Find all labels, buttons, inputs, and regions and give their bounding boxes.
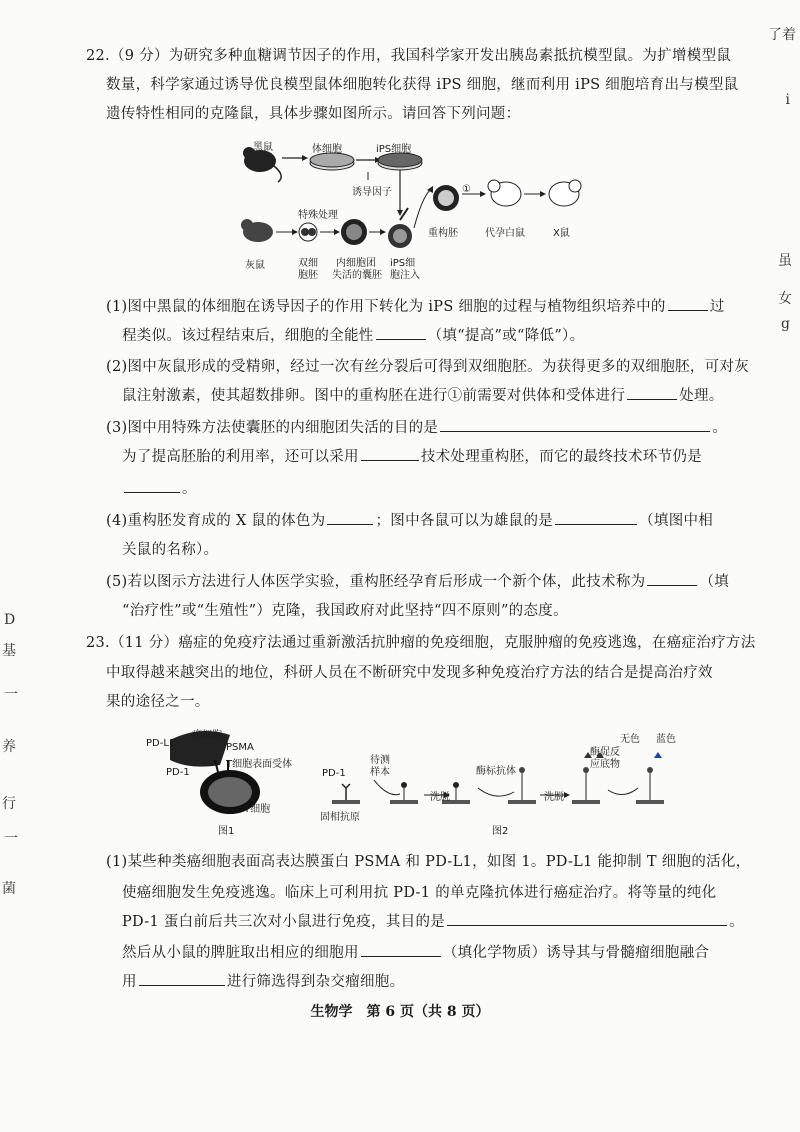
q23-q1-line-4: 然后从小鼠的脾脏取出相应的细胞用 （填化学物质）诱导其与骨髓瘤细胞融合 — [122, 941, 709, 962]
fig2-label-wash-1: 洗脱 — [430, 792, 450, 803]
page-footer: 生物学 第 6 页（共 8 页） — [310, 1004, 490, 1020]
q22-q4-line-2: 关鼠的名称）。 — [122, 542, 219, 558]
label-somatic-cell: 体细胞 — [312, 144, 342, 155]
q22-q3-blank-1[interactable] — [440, 417, 710, 432]
q22-q3-blank-2[interactable] — [361, 446, 419, 461]
reconstructed-embryo-icon — [433, 185, 459, 211]
fig2-label-sample-1: 待测 — [370, 755, 390, 766]
edge-left-7: 菌 — [2, 881, 16, 897]
q22-intro-line-3: 遗传特性相同的克隆鼠，具体步骤如图所示。请回答下列问题： — [106, 106, 521, 122]
q23-q1-line-2: 使癌细胞发生免疫逃逸。临床上可利用抗 PD-1 的单克隆抗体进行癌症治疗。将等量的纯化 — [122, 885, 717, 901]
label-reconstructed-embryo: 重构胚 — [428, 228, 458, 239]
q22-q1-line-1: (1)图中黑鼠的体细胞在诱导因子的作用下转化为 iPS 细胞的过程与植物组织培养中的 过 — [106, 295, 725, 316]
q22-q3-line-2: 为了提高胚胎的利用率，还可以采用 技术处理重构胚，而它的最终技术环节仍是 — [122, 445, 702, 466]
q22-q4-blank-2[interactable] — [555, 510, 637, 525]
fig1-label-psma: PSMA — [226, 742, 254, 753]
label-black-mouse: 黑鼠 — [253, 142, 273, 153]
fig1-label-receptor: T细胞表面受体 — [226, 759, 293, 770]
label-special-treatment: 特殊处理 — [298, 210, 338, 221]
q22-q5-line-1: (5)若以图示方法进行人体医学实验，重构胚经孕育后形成一个新个体，此技术称为 （填 — [106, 570, 729, 591]
q23-intro-line-1: 23.（11 分）癌症的免疫疗法通过重新激活抗肿瘤的免疫细胞，克服肿瘤的免疫逃逸，在癌症治疗方法 — [86, 635, 756, 651]
fig1-label-pd1: PD-1 — [166, 767, 190, 778]
fig2-label-substrate-1: 酶促反 — [590, 747, 620, 758]
q23-q1-line-1: (1)某些种类癌细胞表面高表达膜蛋白 PSMA 和 PD-L1，如图 1。PD-L1 能抑制 T 细胞的活化， — [106, 854, 751, 870]
fig2-label-enzyme-antibody: 酶标抗体 — [476, 766, 516, 777]
edge-left-3: 一 — [4, 687, 18, 703]
fig2-label-sample-2: 样本 — [370, 767, 390, 778]
x-mouse-icon — [549, 180, 581, 206]
edge-right-3: 虽 — [778, 253, 792, 269]
q22-q3-line-1: (3)图中用特殊方法使囊胚的内细胞团失活的目的是 。 — [106, 416, 727, 437]
label-two-cell-1: 双细 — [298, 258, 318, 269]
q22-q3-line-3: 。 — [122, 477, 197, 498]
edge-left-1: D — [4, 612, 16, 628]
edge-left-2: 基 — [2, 643, 16, 659]
fig2-label-substrate-2: 应底物 — [590, 759, 620, 770]
edge-right-2: i — [785, 92, 790, 108]
q22-q2-line-1: (2)图中灰鼠形成的受精卵，经过一次有丝分裂后可得到双细胞胚。为获得更多的双细胞胚，可对灰 — [106, 359, 750, 375]
label-two-cell-2: 胞胚 — [298, 270, 318, 281]
q23-q1-blank-2[interactable] — [361, 942, 441, 957]
q23-q1-blank-3[interactable] — [139, 971, 225, 986]
q22-q4-blank-1[interactable] — [327, 510, 373, 525]
fig1-caption: 图1 — [218, 826, 235, 837]
surrogate-mouse-icon — [488, 180, 521, 206]
q22-q1-line-2: 程类似。该过程结束后，细胞的全能性 （填“提高”或“降低”）。 — [122, 324, 584, 345]
q22-q2-blank[interactable] — [627, 385, 677, 400]
q22-intro-line-1: 22.（9 分）为研究多种血糖调节因子的作用，我国科学家开发出胰岛素抵抗模型鼠。为扩增模型鼠 — [86, 48, 732, 64]
q23-intro-line-2: 中取得越来越突出的地位，科研人员在不断研究中发现多种免疫治疗方法的结合是提高治疗效 — [106, 665, 713, 681]
fig2-label-wash-2: 洗脱 — [544, 792, 564, 803]
q22-q4-line-1: (4)重构胚发育成的 X 鼠的体色为 ；图中各鼠可以为雄鼠的是 （填图中相 — [106, 509, 713, 530]
edge-left-4: 养 — [2, 739, 16, 755]
q22-q5-blank[interactable] — [647, 571, 697, 586]
label-icm-1: 内细胞团 — [336, 258, 376, 269]
fig2-label-antigen: 固相抗原 — [320, 812, 360, 823]
label-inducer: 诱导因子 — [352, 187, 392, 198]
fig2-label-pd1: PD-1 — [322, 768, 346, 779]
fig2-caption: 图2 — [492, 826, 509, 837]
fig2-label-colorless: 无色 — [620, 734, 640, 745]
label-surrogate-mouse: 代孕白鼠 — [485, 228, 525, 239]
q22-q1-blank-1[interactable] — [668, 296, 708, 311]
two-cell-embryo-icon — [299, 223, 317, 241]
fig1-label-pdl1: PD-L1 — [146, 738, 176, 749]
edge-left-5: 行 — [2, 796, 16, 812]
q22-intro-line-2: 数量，科学家通过诱导优良模型鼠体细胞转化获得 iPS 细胞，继而利用 iPS 细胞培育出与模型鼠 — [106, 77, 739, 93]
label-icm-2: 失活的囊胚 — [332, 270, 382, 281]
label-ips-inject-2: 胞注入 — [390, 270, 420, 281]
q22-q2-line-2: 鼠注射激素，使其超数排卵。图中的重构胚在进行①前需要对供体和受体进行 处理。 — [122, 384, 724, 405]
q23-q1-line-5: 用 进行筛选得到杂交瘤细胞。 — [122, 970, 404, 991]
fig1-label-cancer-cell: 癌细胞 — [192, 730, 222, 741]
label-ips-inject-1: iPS细 — [390, 258, 416, 269]
ips-cell-dish-icon — [378, 153, 422, 170]
q23-q1-line-3: PD-1 蛋白前后共三次对小鼠进行免疫，其目的是 。 — [122, 910, 744, 931]
edge-right-4: 女 — [778, 291, 792, 307]
label-step-1: ① — [462, 184, 471, 195]
blastocyst-icon — [341, 219, 367, 245]
edge-right-5: g — [781, 316, 790, 332]
label-x-mouse: X鼠 — [553, 228, 570, 239]
q23-intro-line-3: 果的途径之一。 — [106, 694, 210, 710]
q22-q3-blank-3[interactable] — [124, 478, 180, 493]
somatic-cell-dish-icon — [310, 153, 354, 170]
q22-q5-line-2: “治疗性”或“生殖性”）克隆，我国政府对此坚持“四不原则”的态度。 — [122, 603, 568, 619]
label-grey-mouse: 灰鼠 — [245, 260, 265, 271]
grey-mouse-icon — [241, 219, 273, 242]
fig2-label-blue: 蓝色 — [656, 734, 676, 745]
edge-right-1: 了着 — [768, 27, 796, 43]
label-ips-cell: iPS细胞 — [376, 144, 412, 155]
q23-q1-blank-1[interactable] — [447, 911, 727, 926]
q22-q1-blank-2[interactable] — [376, 325, 426, 340]
edge-left-6: 一 — [4, 831, 18, 847]
fig1-label-t-cell: T细胞 — [244, 804, 271, 815]
